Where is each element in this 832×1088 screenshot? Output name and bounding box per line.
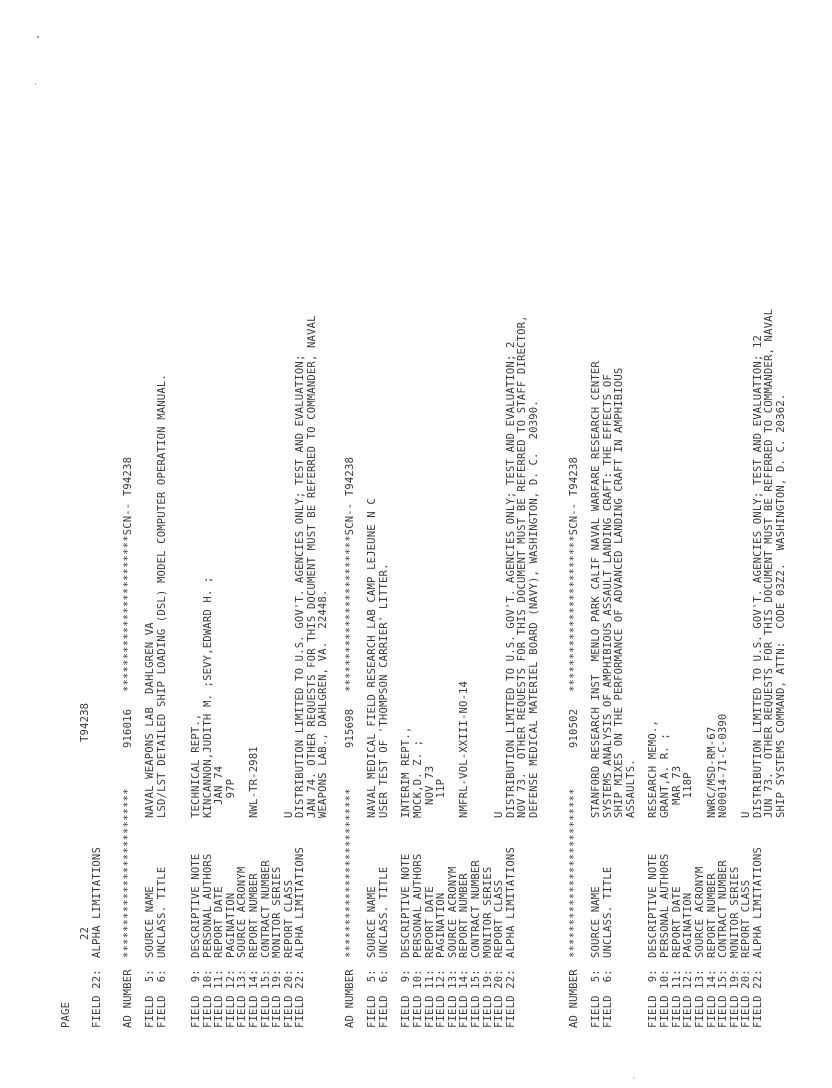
field-name: DESCRIPTIVE NOTE [400,853,413,958]
separator-stars: ************************** [344,788,356,958]
field-number: FIELD 11: [213,969,226,1028]
field-number: FIELD 20: [740,969,753,1028]
field-name: UNCLASS. TITLE [601,866,614,958]
field-value: MOCK,D. Z. ; [412,739,425,818]
ad-number-value: 910502 [568,708,580,748]
field-name: SOURCE NAME [144,886,156,958]
field-name: UNCLASS. TITLE [377,866,390,958]
field-number: FIELD 6: [155,969,168,1028]
ad-number-value: 916016 [122,708,134,748]
field-number: FIELD 13: [446,969,459,1028]
field-number: FIELD 5: [366,969,378,1028]
field-number: FIELD 9: [647,969,660,1028]
field-number: FIELD 15: [469,969,482,1028]
field-name: MONITOR SERIES [271,866,284,958]
header-field-name: ALPHA LIMITATIONS [91,847,103,958]
field-number: FIELD 19: [728,969,741,1028]
scn-line: ************************SCN-- T94238 [568,456,580,692]
field-name: SOURCE ACRONYM [446,866,459,958]
field-name: CONTRACT NUMBER [259,860,272,958]
field-value: N00014-71-C-0390 [717,713,730,818]
field-number: FIELD 5: [590,969,602,1028]
page-number: 22 [79,926,91,940]
field-name: SOURCE ACRONYM [693,866,706,958]
field-name: PAGINATION [224,892,237,958]
ad-number-label: AD NUMBER [344,969,356,1028]
field-number: FIELD 10: [659,969,672,1028]
field-name: CONTRACT NUMBER [469,860,482,958]
field-value: JAN 74. OTHER REQUESTS FOR THIS DOCUMENT MUST BE REFERRED TO COMMANDER, NAVAL [305,315,318,818]
field-name: REPORT DATE [213,886,226,958]
field-value: WEAPONS LAB., DAHLGREN, VA. 22448. [317,589,330,818]
field-value: DEFENSE MEDICAL MATERIEL BOARD (NAVY), WASHINGTON, D. C. 20390. [527,400,540,818]
field-number: FIELD 14: [247,969,260,1028]
field-number: FIELD 13: [693,969,706,1028]
field-number: FIELD 14: [705,969,718,1028]
field-value: GRANT,A. R. ; [659,733,672,818]
field-value: KINCANNON,JUDITH M. ;SEVY,EDWARD H. ; [201,576,214,818]
field-number: FIELD 10: [412,969,425,1028]
field-value: ASSAULTS. [624,759,637,818]
field-name: ALPHA LIMITATIONS [751,847,764,958]
field-name: REPORT NUMBER [247,873,260,958]
field-number: FIELD 6: [601,969,614,1028]
field-value: MAR 73 [670,765,683,818]
field-number: FIELD 9: [400,969,413,1028]
field-value: SHIP MIXES ON THE PERFORMANCE OF ADVANCED LANDING CRAFT IN AMPHIBIOUS [613,367,626,818]
field-number: FIELD 19: [481,969,494,1028]
field-value: SYSTEMS ANALYSIS OF AMPHIBIOUS ASSAULT LANDING CRAFT: THE EFFECTS OF [601,374,614,818]
field-value: 97P [224,778,237,818]
scan-speck [35,83,36,85]
field-value: JUN 73. OTHER REQUESTS FOR THIS DOCUMENT MUST BE REFERRED TO COMMANDER, NAVAL [763,308,776,818]
scn-line: ************************SCN-- T94238 [122,456,134,692]
separator-stars: ************************** [122,788,134,958]
field-value: DISTRIBUTION LIMITED TO U.S. GOV'T. AGENCIES ONLY; TEST AND EVALUATION; 12 [751,334,764,818]
ad-number-label: AD NUMBER [122,969,134,1028]
field-name: DESCRIPTIVE NOTE [647,853,660,958]
field-value: DISTRIBUTION LIMITED TO U.S. GOV'T. AGENCIES ONLY; TEST AND EVALUATION; 2 [504,341,517,818]
field-value: NMFRL-VOL-XXIII-NO-14 [458,680,471,818]
field-name: ALPHA LIMITATIONS [504,847,517,958]
field-value: NOV 73 [423,765,436,818]
field-number: FIELD 10: [201,969,214,1028]
field-value: NWRC/MSD-RM-67 [705,726,718,818]
field-name: REPORT CLASS [493,879,506,958]
field-name: UNCLASS. TITLE [155,866,168,958]
field-name: PERSONAL AUTHORS [201,853,214,958]
scan-speck [633,1077,635,1078]
field-name: DESCRIPTIVE NOTE [189,853,202,958]
field-number: FIELD 5: [144,969,156,1028]
field-number: FIELD 20: [493,969,506,1028]
scn-line: ************************SCN-- T94238 [344,456,356,692]
field-value: SHIP SYSTEMS COMMAND, ATTN: CODE 03Z2. WASHINGTON, D. C. 20362. [774,393,787,818]
field-name: REPORT CLASS [282,879,295,958]
field-number: FIELD 22: [751,969,764,1028]
field-value: 118P [682,772,695,818]
field-number: FIELD 9: [189,969,202,1028]
field-number: FIELD 11: [423,969,436,1028]
field-name: PAGINATION [682,892,695,958]
field-name: PERSONAL AUTHORS [659,853,672,958]
field-name: ALPHA LIMITATIONS [294,847,307,958]
field-value: NWL-TR-2981 [247,746,260,818]
field-value: U [740,811,753,818]
field-value: U [493,811,506,818]
field-value: STANFORD RESEARCH INST MENLO PARK CALIF NAVAL WARFARE RESEARCH CENTER [590,361,602,818]
field-number: FIELD 20: [282,969,295,1028]
field-name: REPORT CLASS [740,879,753,958]
field-name: REPORT DATE [670,886,683,958]
header-field-label: FIELD 22: [91,969,103,1028]
field-name: PAGINATION [435,892,448,958]
field-number: FIELD 12: [224,969,237,1028]
field-number: FIELD 12: [682,969,695,1028]
field-number: FIELD 15: [259,969,272,1028]
field-value: U [282,811,295,818]
field-number: FIELD 19: [271,969,284,1028]
field-name: MONITOR SERIES [481,866,494,958]
field-number: FIELD 22: [294,969,307,1028]
field-value: LSD/LST DETAILED SHIP LOADING (DSL) MODEL COMPUTER OPERATION MANUAL. [155,374,168,818]
field-number: FIELD 14: [458,969,471,1028]
page-label: PAGE [60,1001,72,1028]
field-value: NAVAL WEAPONS LAB DAHLGREN VA [144,622,156,818]
field-name: PERSONAL AUTHORS [412,853,425,958]
field-name: SOURCE ACRONYM [236,866,249,958]
field-name: SOURCE NAME [590,886,602,958]
field-number: FIELD 22: [504,969,517,1028]
report-code-header: T94238 [79,702,91,742]
field-value: NAVAL MEDICAL FIELD RESEARCH LAB CAMP LEJEUNE N C [366,498,378,818]
field-value: DISTRIBUTION LIMITED TO U.S. GOV'T. AGENCIES ONLY; TEST AND EVALUATION; [294,354,307,818]
field-number: FIELD 12: [435,969,448,1028]
field-value: NOV 73. OTHER REQUESTS FOR THIS DOCUMENT MUST BE REFERRED TO STAFF DIRECTOR, [516,315,529,818]
field-number: FIELD 11: [670,969,683,1028]
field-value: 11P [435,778,448,818]
scan-speck [37,36,39,38]
field-value: RESEARCH MEMO., [647,720,660,818]
field-name: SOURCE NAME [366,886,378,958]
field-name: REPORT DATE [423,886,436,958]
ad-number-value: 915698 [344,708,356,748]
field-value: JAN 74 [213,765,226,818]
field-name: MONITOR SERIES [728,866,741,958]
field-number: FIELD 13: [236,969,249,1028]
field-name: CONTRACT NUMBER [717,860,730,958]
field-value: INTERIM REPT., [400,726,413,818]
field-value: USER TEST OF 'THOMPSON CARRIER' LITTER. [377,563,390,818]
field-number: FIELD 6: [377,969,390,1028]
field-name: REPORT NUMBER [705,873,718,958]
separator-stars: ************************** [568,788,580,958]
field-name: REPORT NUMBER [458,873,471,958]
field-number: FIELD 15: [717,969,730,1028]
field-value: TECHNICAL REPT., [189,713,202,818]
ad-number-label: AD NUMBER [568,969,580,1028]
